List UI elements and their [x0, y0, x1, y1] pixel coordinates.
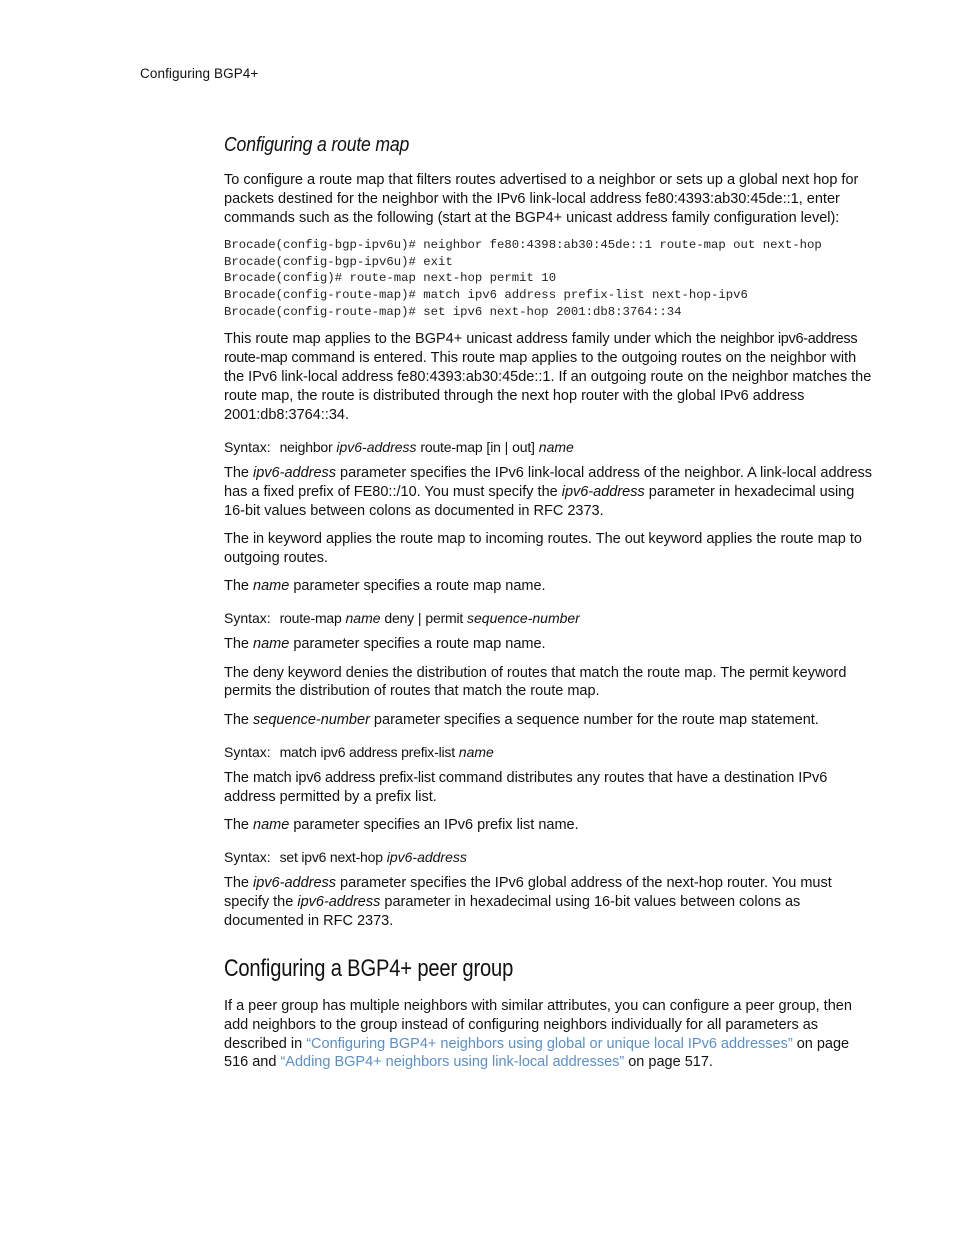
syntax-match-ipv6: Syntax: match ipv6 address prefix-list name [224, 743, 494, 760]
code-line: Brocade(config)# route-map next-hop permit 10 [224, 271, 557, 286]
match-description: The match ipv6 address prefix-list command distributes any routes that have a destination IPv6 address permitted by a prefix list. [224, 769, 828, 805]
name-description-2: The name parameter specifies a route map name. [224, 636, 546, 653]
code-line: Brocade(config-bgp-ipv6u)# exit [224, 254, 453, 269]
page-content [224, 130, 872, 1082]
section-heading-peer-group: Configuring a BGP4+ peer group [224, 954, 514, 982]
running-header: Configuring BGP4+ [140, 66, 259, 81]
code-example [224, 237, 872, 320]
command-name: neighbor ipv6-address route-map [224, 331, 858, 367]
deny-permit-description: The deny keyword denies the distribution of routes that match the route map. The permit keyword permits the distribution of routes that match the route map. [224, 664, 847, 700]
ipv6-address-description: The ipv6-address parameter specifies the IPv6 link-local address of the neighbor. A link-local address has a fixed prefix of FE80::/10. You must specify the ipv6-address parameter in hexadecimal using 16-bit values between colons as documented in RFC 2373. [224, 464, 873, 519]
link-adding-neighbors[interactable]: “Adding BGP4+ neighbors using link-local addresses” [280, 1054, 625, 1071]
sequence-number-description: The sequence-number parameter specifies a sequence number for the route map statement. [224, 711, 819, 728]
code-line: Brocade(config-route-map)# match ipv6 address prefix-list next-hop-ipv6 [224, 288, 748, 302]
link-configuring-neighbors[interactable]: “Configuring BGP4+ neighbors using global or unique local IPv6 addresses” [306, 1035, 793, 1052]
code-line: Brocade(config-bgp-ipv6u)# neighbor fe80:4398:ab30:45de::1 route-map out next-hop [224, 238, 822, 253]
route-map-intro: To configure a route map that filters routes advertised to a neighbor or sets up a global next hop for packets destined for the neighbor with the IPv6 link-local address fe80:4393:ab30:45de::1, enter commands such as the following (start at the BGP4+ unicast address family configuration level): [224, 172, 859, 226]
section-heading-route-map: Configuring a route map [224, 133, 410, 156]
prefix-list-name-description: The name parameter specifies an IPv6 prefix list name. [224, 817, 579, 834]
in-out-description: The in keyword applies the route map to incoming routes. The out keyword applies the route map to outgoing routes. [224, 530, 862, 566]
peer-group-intro: If a peer group has multiple neighbors with similar attributes, you can configure a peer group, then add neighbors to the group instead of configuring neighbors individually for all parameters as described in “Configuring BGP4+ neighbors using global or unique local IPv6 addresses” on page 516 and “Adding BGP4+ neighbors using link-local addresses” on page 517. [224, 997, 852, 1071]
syntax-route-map: Syntax: route-map name deny | permit sequence-number [224, 610, 580, 627]
route-map-applies-paragraph: This route map applies to the BGP4+ unicast address family under which the neighbor ipv6-address route-map command is entered. This route map applies to the outgoing routes on the neighbor with the IPv6 link-local address fe80:4393:ab30:45de::1. If an outgoing route on the neighbor matches the route map, the route is distributed through the next hop router with the global IPv6 address 2001:db8:3764::34. [224, 331, 872, 423]
code-line: Brocade(config-route-map)# set ipv6 next-hop 2001:db8:3764::34 [224, 304, 682, 319]
next-hop-description: The ipv6-address parameter specifies the IPv6 global address of the next-hop router. You must specify the ipv6-address parameter in hexadecimal using 16-bit values between colons as documented in RFC 2373. [224, 875, 832, 929]
name-description: The name parameter specifies a route map name. [224, 578, 546, 595]
syntax-neighbor: Syntax: neighbor ipv6-address route-map [in | out] name [224, 438, 574, 455]
syntax-set-next-hop: Syntax: set ipv6 next-hop ipv6-address [224, 849, 467, 865]
